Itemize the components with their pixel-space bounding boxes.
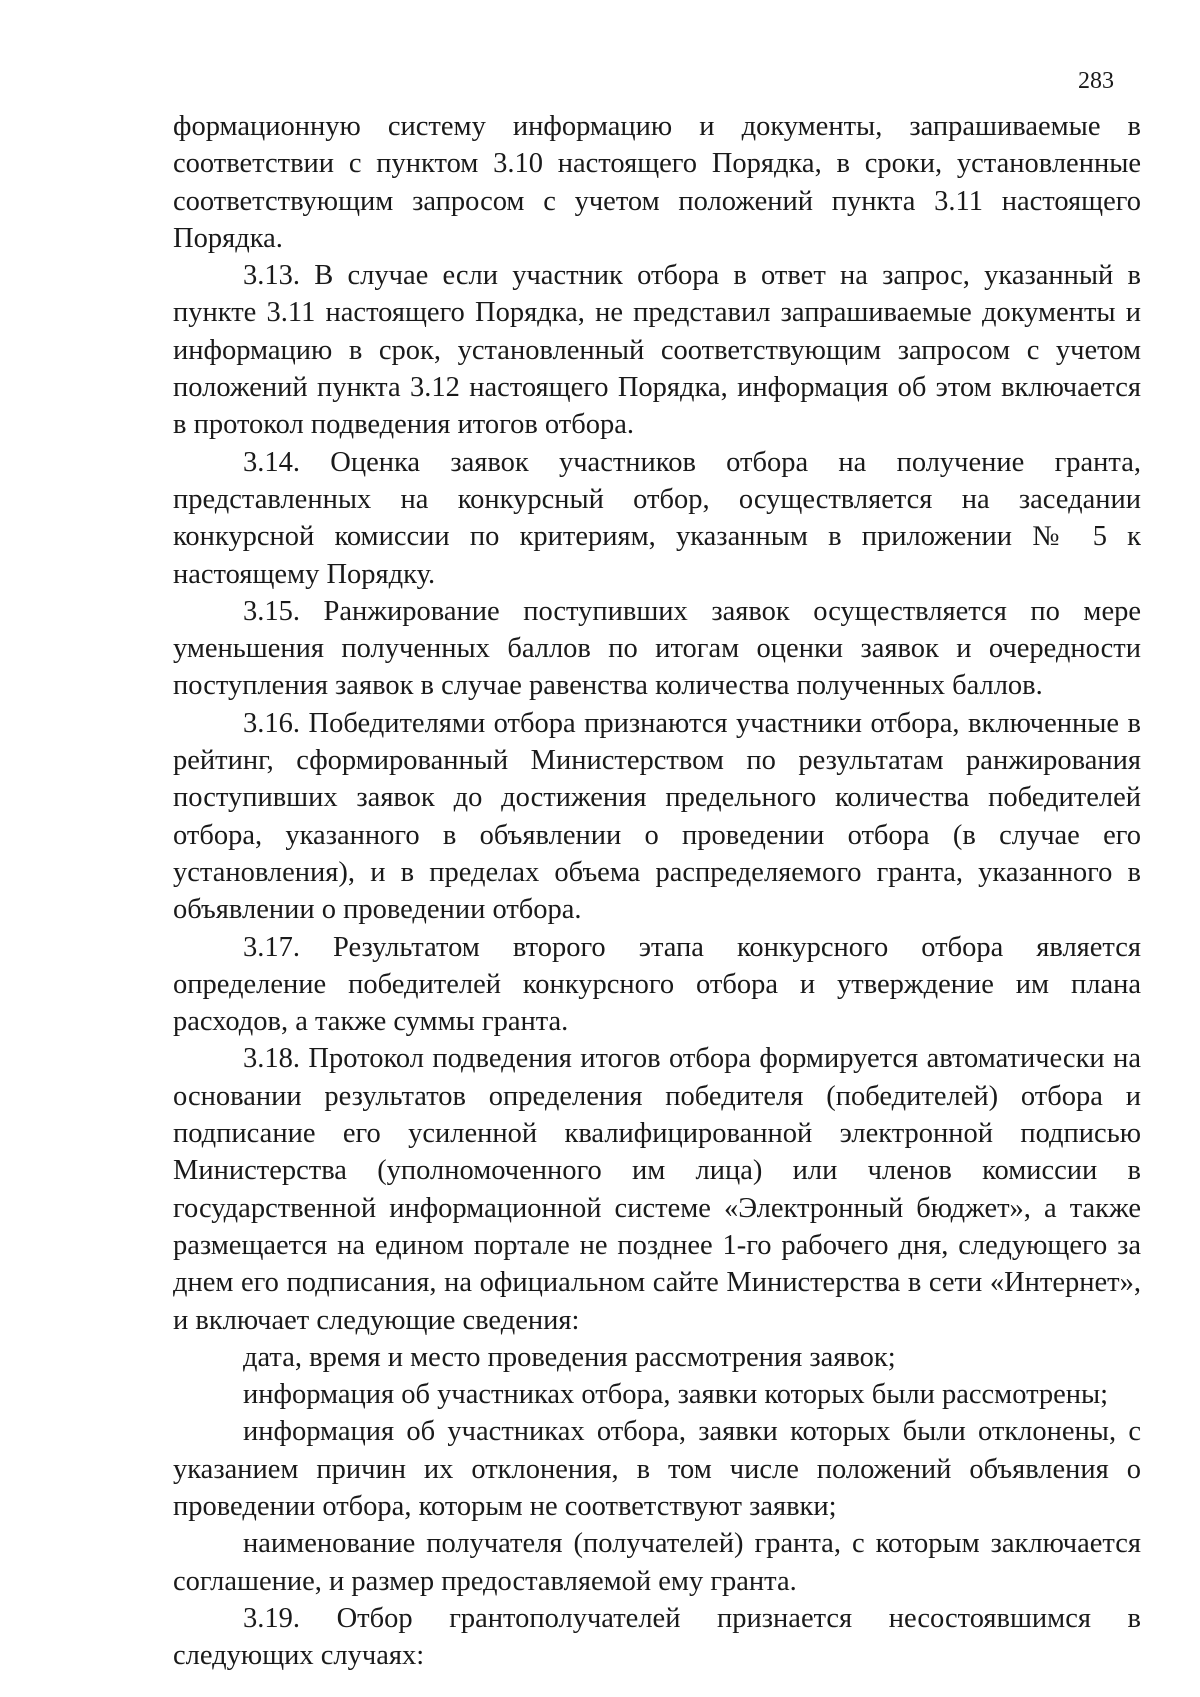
paragraph-3-17: 3.17. Результатом второго этапа конкурсного отбора является определение победителей конкурсного отбора и утверждение им плана расходов, а также суммы гранта. [173,931,1141,1038]
paragraph-3-18: 3.18. Протокол подведения итогов отбора формируется автоматически на основании результатов определения победителя (победителей) отбора и подписание его усиленной квалифицированной электронной подписью Министерства (уполномоченного им лица) или членов комиссии в государственной информационной системе «Электронный бюджет», а также размещается на едином портале не позднее 1-го рабочего дня, следующего за днем его подписания, на официальном сайте Министерства в сети «Интернет», и включает следующие сведения: [173,1043,1141,1336]
list-item: информация об участниках отбора, заявки которых были отклонены, с указанием причин их отклонения, в том числе положений объявления о проведении отбора, которым не соответствуют заявки; [173,1416,1141,1522]
list-item: информация об участниках отбора, заявки которых были рассмотрены; [243,1379,1109,1411]
list-item: наименование получателя (получателей) гранта, с которым заключается соглашение, и размер предоставляемой ему гранта. [173,1528,1141,1597]
paragraph-3-16: 3.16. Победителями отбора признаются участники отбора, включенные в рейтинг, сформированный Министерством по результатам ранжирования поступивших заявок до достижения предельного количества победителей отбора, указанного в объявлении о проведении отбора (в случае его установления), и в пределах объема распределяемого гранта, указанного в объявлении о проведении отбора. [173,707,1141,926]
paragraph-3-19: 3.19. Отбор грантополучателей признается несостоявшимся в следующих случаях: [173,1602,1141,1672]
document-body [173,108,1141,1674]
paragraph-3-13: 3.13. В случае если участник отбора в ответ на запрос, указанный в пункте 3.11 настоящего Порядка, не представил запрашиваемые документы и информацию в срок, установленный соответствующим запросом с учетом положений пункта 3.12 настоящего Порядка, информация об этом включается в протокол подведения итогов отбора. [173,260,1141,441]
list-item: дата, время и место проведения рассмотрения заявок; [243,1341,896,1373]
paragraph-continuation: формационную систему информацию и документы, запрашиваемые в соответствии с пунктом 3.10 настоящего Порядка, в сроки, установленные соответствующим запросом с учетом положений пункта 3.11 настоящего Порядка. [173,111,1141,254]
paragraph-3-15: 3.15. Ранжирование поступивших заявок осуществляется по мере уменьшения полученных баллов по итогам оценки заявок и очередности поступления заявок в случае равенства количества полученных баллов. [173,595,1141,702]
paragraph-3-14: 3.14. Оценка заявок участников отбора на получение гранта, представленных на конкурсный отбор, осуществляется на заседании конкурсной комиссии по критериям, указанным в приложении № 5 к настоящему Порядку. [173,446,1141,590]
page-number: 283 [1078,68,1114,94]
